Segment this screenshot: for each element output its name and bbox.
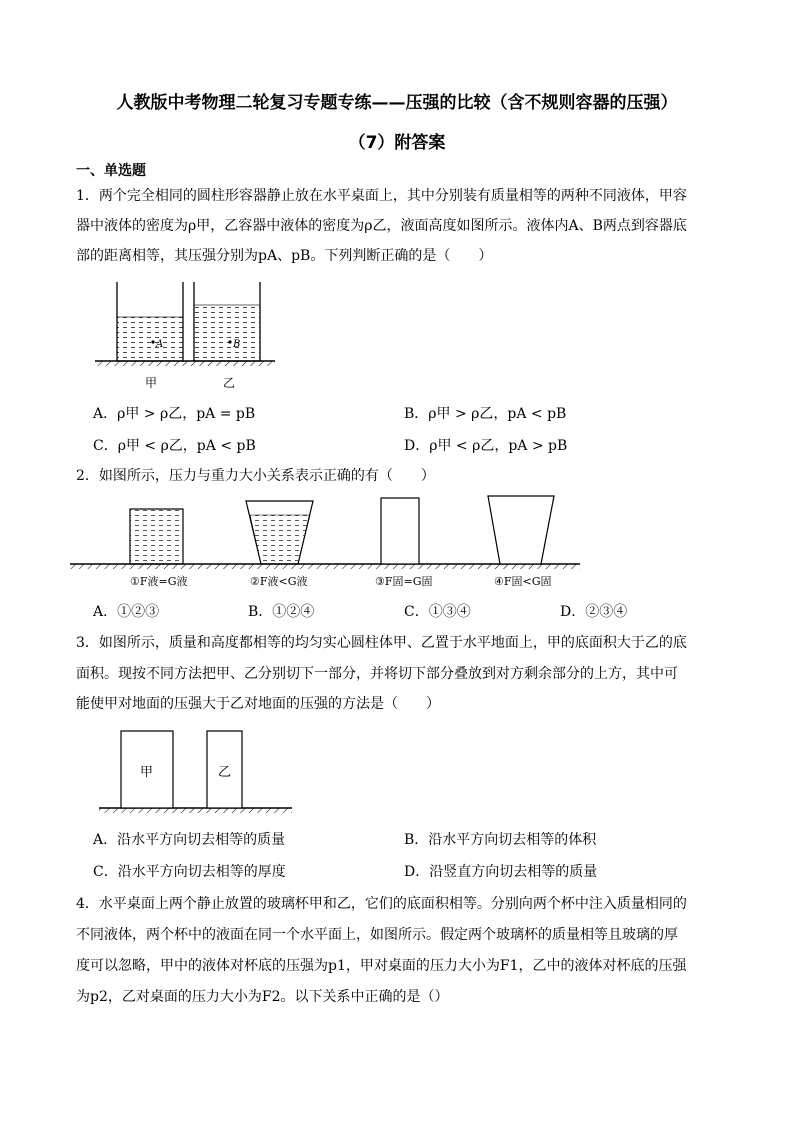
q3-text-line3: 能使甲对地面的压强大于乙对地面的压强的方法是（ ） (76, 696, 440, 712)
q1-option-a[interactable]: A．ρ甲 > ρ乙，pA = pB (93, 406, 256, 422)
q1-point-b: B (233, 339, 241, 350)
q4-text-line2: 不同液体，两个杯中的液面在同一个水平面上，如图所示。假定两个玻璃杯的质量相等且玻璃的厚 (76, 927, 678, 943)
q3-option-c[interactable]: C．沿水平方向切去相等的厚度 (93, 864, 286, 880)
q2-option-d[interactable]: D．②③④ (560, 604, 628, 620)
section-heading: 一、单选题 (76, 163, 146, 179)
q1-point-a: A (156, 339, 164, 350)
doc-title-line1: 人教版中考物理二轮复习专题专练——压强的比较（含不规则容器的压强） (116, 93, 678, 113)
q2-option-a[interactable]: A．①②③ (93, 604, 160, 620)
q2-fig4-solid (488, 496, 554, 564)
q4-text-line1: 4．水平桌面上两个静止放置的玻璃杯甲和乙，它们的底面积相等。分别向两个杯中注入质量相同的 (76, 896, 687, 912)
q4-text-line3: 度可以忽略，甲中的液体对杯底的压强为p1，甲对桌面的压力大小为F1，乙中的液体对杯底的压强 (76, 958, 687, 974)
q1-option-d[interactable]: D．ρ甲 < ρ乙，pA > pB (404, 438, 568, 454)
q1-figure (90, 280, 280, 390)
q2-option-b[interactable]: B．①②④ (248, 604, 315, 620)
q2-option-c[interactable]: C．①③④ (404, 604, 471, 620)
q2-caption-1: ①F液=G液 (130, 575, 188, 588)
q2-caption-3: ③F固=G固 (375, 575, 433, 588)
q3-text-line2: 面积。现按不同方法把甲、乙分别切下一部分，并将切下部分叠放到对方剩余部分的上方，其中可 (76, 666, 678, 682)
q2-fig1-container (130, 509, 183, 564)
doc-title-line2: （7）附答案 (348, 133, 446, 153)
q3-option-d[interactable]: D．沿竖直方向切去相等的质量 (404, 864, 598, 880)
q2-caption-2: ②F液<G液 (250, 575, 308, 588)
q1-text-line1: 1．两个完全相同的圆柱形容器静止放在水平桌面上，其中分别装有质量相等的两种不同液体，甲容 (76, 188, 687, 204)
q2-fig3-solid (381, 498, 419, 564)
q3-figure (96, 728, 296, 818)
q2-caption-4: ④F固<G固 (494, 575, 552, 588)
q1-option-c[interactable]: C．ρ甲 < ρ乙，pA < pB (93, 438, 256, 454)
q1-text-line2: 器中液体的密度为ρ甲，乙容器中液体的密度为ρ乙，液面高度如图所示。液体内A、B两点到容器底 (76, 218, 687, 234)
q1-label-right: 乙 (223, 376, 236, 390)
q3-option-a[interactable]: A．沿水平方向切去相等的质量 (93, 832, 286, 848)
q3-text-line1: 3．如图所示，质量和高度都相等的均匀实心圆柱体甲、乙置于水平地面上，甲的底面积大于乙的底 (76, 635, 687, 651)
q2-figure (70, 493, 590, 593)
q1-option-b[interactable]: B．ρ甲 > ρ乙，pA < pB (404, 406, 567, 422)
q1-label-left: 甲 (145, 376, 158, 390)
q3-option-b[interactable]: B．沿水平方向切去相等的体积 (404, 832, 597, 848)
q2-text-line1: 2．如图所示，压力与重力大小关系表示正确的有（ ） (76, 468, 435, 484)
q1-text-line3: 部的距离相等，其压强分别为pA、pB。下列判断正确的是（ ） (76, 248, 493, 264)
q3-label-yi: 乙 (218, 765, 232, 780)
q3-label-jia: 甲 (140, 765, 154, 780)
q1-liquid-left (117, 317, 183, 361)
q1-liquid-right (194, 305, 260, 361)
q4-text-line4: 为p2，乙对桌面的压力大小为F2。以下关系中正确的是（） (76, 989, 449, 1005)
